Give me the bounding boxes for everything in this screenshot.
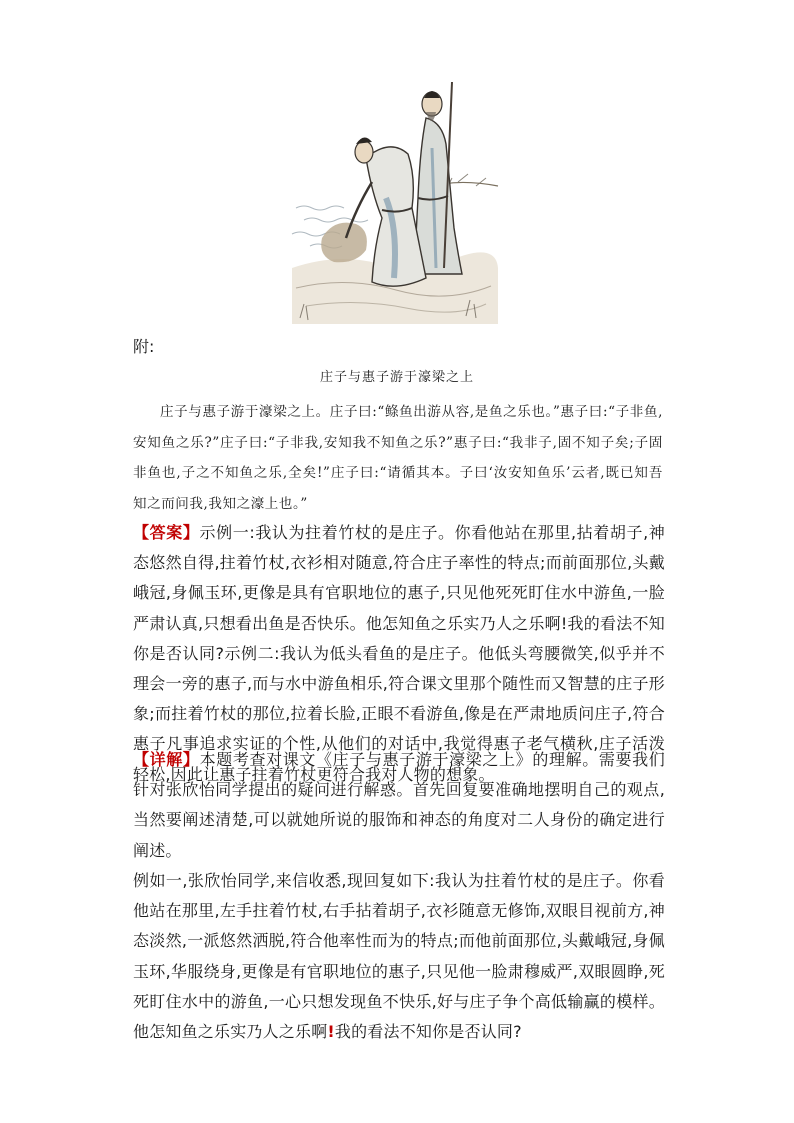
detail-tag: 【 详解 】	[133, 750, 200, 769]
example-text-before: 例如一,张欣怡同学,来信收悉,现回复如下:我认为拄着竹杖的是庄子。你看他站在那里,左手拄着竹杖,右手拈着胡子,衣衫随意无修饰,双眼目视前方,神态淡然,一派悠然洒脱,符合他率性而为的特点;而他前面那位,头戴峨冠,身佩玉环,华服绕身,更像是有官职地位的惠子,只见他一脸肃穆威严,双眼圆睁,死死盯住水中的游鱼,一心只想发现鱼不快乐,好与庄子争个高低输赢的模样。他怎知鱼之乐实乃人之乐啊	[133, 871, 665, 1042]
example-exclaim: !	[327, 1022, 335, 1042]
appendix-label: 附:	[133, 337, 155, 356]
poem-text: 庄子与惠子游于濠梁之上。庄子曰:“鲦鱼出游从容,是鱼之乐也。”惠子曰:“子非鱼,安知鱼之乐?”庄子曰:“子非我,安知我不知鱼之乐?”惠子曰:“我非子,固不知子矣;子固非鱼也,子之不知鱼之乐,全矣!”庄子曰:“请循其本。子曰‘汝安知鱼乐’云者,既已知吾知之而问我,我知之濠上也。”	[133, 404, 663, 512]
detail-text: 本题考查对课文《庄子与惠子游于濠梁之上》的理解。需要我们针对张欣怡同学提出的疑问进行解惑。首先回复要准确地摆明自己的观点,当然要阐述清楚,可以就她所说的服饰和神态的角度对二人身份的确定进行阐述。	[133, 750, 665, 860]
example-text-after: 我的看法不知你是否认同?	[334, 1022, 522, 1042]
ink-painting-illustration	[286, 78, 500, 324]
answer-text: 示例一:我认为拄着竹杖的是庄子。你看他站在那里,拈着胡子,神态悠然自得,拄着竹杖,衣衫相对随意,符合庄子率性的特点;而前面那位,头戴峨冠,身佩玉环,更像是具有官职地位的惠子,只见他死死盯住水中游鱼,一脸严肃认真,只想看出鱼是否快乐。他怎知鱼之乐实乃人之乐啊!我的看法不知你是否认同?示例二:我认为低头看鱼的是庄子。他低头弯腰微笑,似乎并不理会一旁的惠子,而与水中游鱼相乐,符合课文里那个随性而又智慧的庄子形象;而拄着竹杖的那位,拉着长脸,正眼不看游鱼,像是在严肃地质问庄子,符合惠子凡事追求实证的个性,从他们的对话中,我觉得惠子老气横秋,庄子活泼轻松,因此让惠子拄着竹杖更符合我对人物的想象。	[133, 523, 666, 784]
poem-title: 庄子与惠子游于濠梁之上	[319, 370, 474, 385]
example-section	[133, 866, 665, 1047]
answer-tag: 【 答案 】	[133, 523, 199, 542]
detail-section	[133, 745, 665, 866]
